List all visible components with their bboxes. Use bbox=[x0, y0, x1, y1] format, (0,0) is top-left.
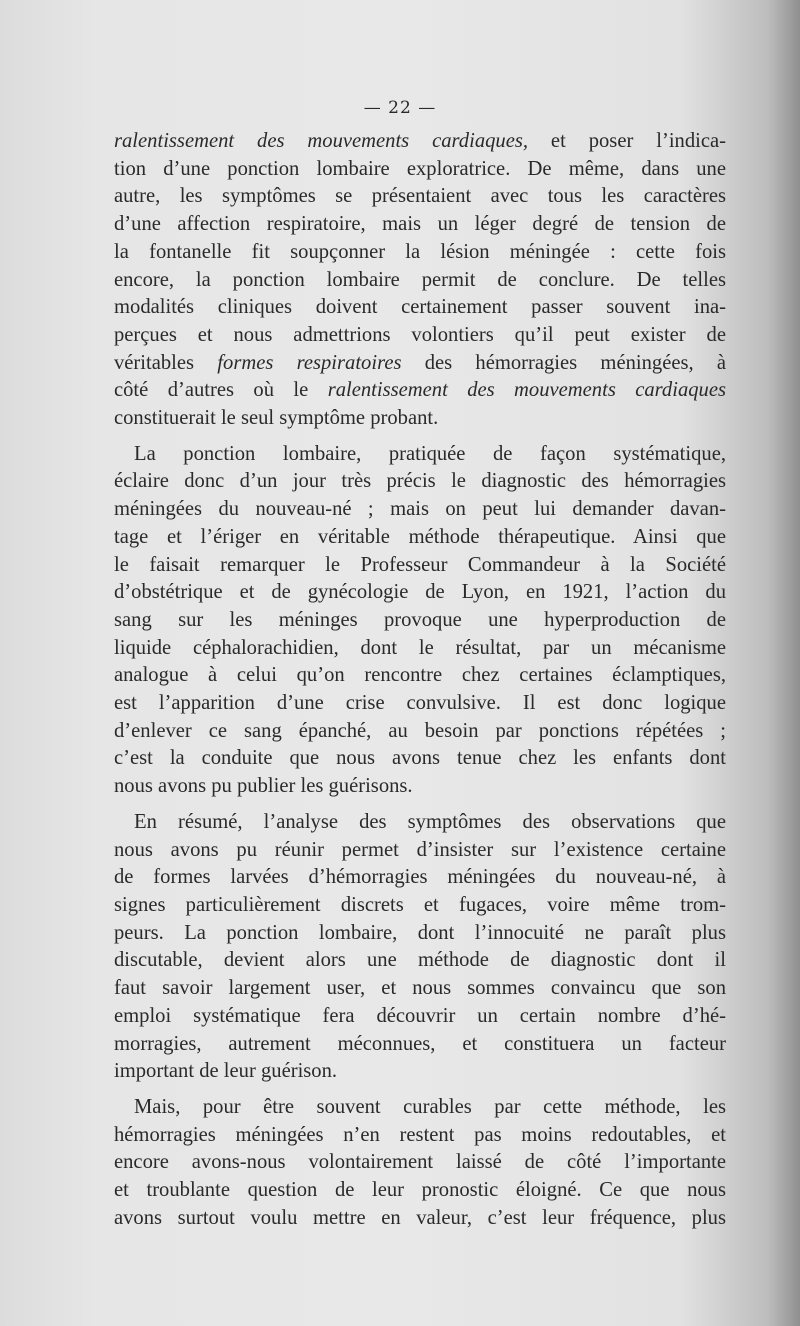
paragraph bbox=[114, 128, 726, 433]
text-line: est l’apparition d’une crise convulsive. Il est donc logique bbox=[114, 692, 726, 715]
text-line: nous avons pu réunir permet d’insister sur l’existence certaine bbox=[114, 838, 726, 861]
text-line: analogue à celui qu’on rencontre chez certaines éclamptiques, bbox=[114, 664, 726, 687]
text-line: autre, les symptômes se présentaient avec tous les caractères bbox=[114, 185, 726, 208]
text-line: morragies, autrement méconnues, et constituera un facteur bbox=[114, 1032, 726, 1055]
page-number: — 22 — bbox=[363, 98, 437, 118]
text-line: tage et l’ériger en véritable méthode thérapeutique. Ainsi que bbox=[114, 525, 726, 548]
text-line: encore avons-nous volontairement laissé de côté l’importante bbox=[114, 1151, 726, 1174]
text-line: faut savoir largement user, et nous sommes convaincu que son bbox=[114, 977, 726, 1000]
paragraph bbox=[114, 809, 726, 1086]
text-line: c’est la conduite que nous avons tenue chez les enfants dont bbox=[114, 747, 726, 770]
text-line: côté d’autres où le ralentissement des mouvements cardiaques bbox=[114, 379, 726, 402]
text-line: et troublante question de leur pronostic éloigné. Ce que nous bbox=[114, 1179, 726, 1202]
text-line: hémorragies méningées n’en restent pas moins redoutables, et bbox=[114, 1123, 726, 1146]
text-line: nous avons pu publier les guérisons. bbox=[114, 775, 413, 798]
text-line: avons surtout voulu mettre en valeur, c’est leur fréquence, plus bbox=[114, 1206, 726, 1229]
text-line: liquide céphalorachidien, dont le résultat, par un mécanisme bbox=[114, 636, 726, 659]
paragraph bbox=[114, 441, 726, 801]
body-text bbox=[114, 128, 726, 1232]
italic-phrase: formes respiratoires bbox=[217, 351, 402, 374]
italic-phrase: ralentissement des mouvements cardiaques, bbox=[114, 130, 529, 152]
text-line: méningées du nouveau-né ; mais on peut lui demander davan- bbox=[114, 498, 726, 521]
text-line: Mais, pour être souvent curables par cette méthode, les bbox=[134, 1095, 726, 1118]
text-line: constituerait le seul symptôme probant. bbox=[114, 407, 439, 430]
text-line: perçues et nous admettrions volontiers qu’il peut exister de bbox=[114, 323, 726, 346]
paragraph bbox=[114, 1094, 726, 1233]
text-line: sang sur les méninges provoque une hyperproduction de bbox=[114, 608, 726, 631]
text-line: d’enlever ce sang épanché, au besoin par ponctions répétées ; bbox=[114, 719, 726, 742]
text-line: La ponction lombaire, pratiquée de façon systématique, bbox=[134, 442, 726, 465]
text-line: modalités cliniques doivent certainement passer souvent ina- bbox=[114, 296, 726, 319]
text-line: discutable, devient alors une méthode de diagnostic dont il bbox=[114, 949, 726, 972]
text-line: peurs. La ponction lombaire, dont l’innocuité ne paraît plus bbox=[114, 921, 726, 944]
text-line: En résumé, l’analyse des symptômes des observations que bbox=[134, 810, 726, 833]
text-line: ralentissement des mouvements cardiaques, et poser l’indica- bbox=[114, 130, 726, 152]
text-line: encore, la ponction lombaire permit de conclure. De telles bbox=[114, 268, 726, 291]
text-line: d’une affection respiratoire, mais un léger degré de tension de bbox=[114, 213, 726, 236]
text-line: signes particulièrement discrets et fugaces, voire même trom- bbox=[114, 893, 726, 916]
text-line: important de leur guérison. bbox=[114, 1060, 338, 1083]
text-line: tion d’une ponction lombaire exploratrice. De même, dans une bbox=[114, 157, 726, 180]
text-line: le faisait remarquer le Professeur Commandeur à la Société bbox=[114, 553, 726, 576]
text-line: éclaire donc d’un jour très précis le diagnostic des hémorragies bbox=[114, 470, 726, 493]
italic-phrase: ralentissement des mouvements cardiaques bbox=[327, 379, 726, 402]
text-line: véritables formes respiratoires des hémorragies méningées, à bbox=[114, 351, 727, 374]
text-line: de formes larvées d’hémorragies méningées du nouveau-né, à bbox=[114, 866, 726, 889]
text-line: d’obstétrique et de gynécologie de Lyon, en 1921, l’action du bbox=[114, 581, 726, 604]
text-line: la fontanelle fit soupçonner la lésion méningée : cette fois bbox=[114, 240, 726, 263]
text-line: emploi systématique fera découvrir un certain nombre d’hé- bbox=[114, 1004, 726, 1027]
